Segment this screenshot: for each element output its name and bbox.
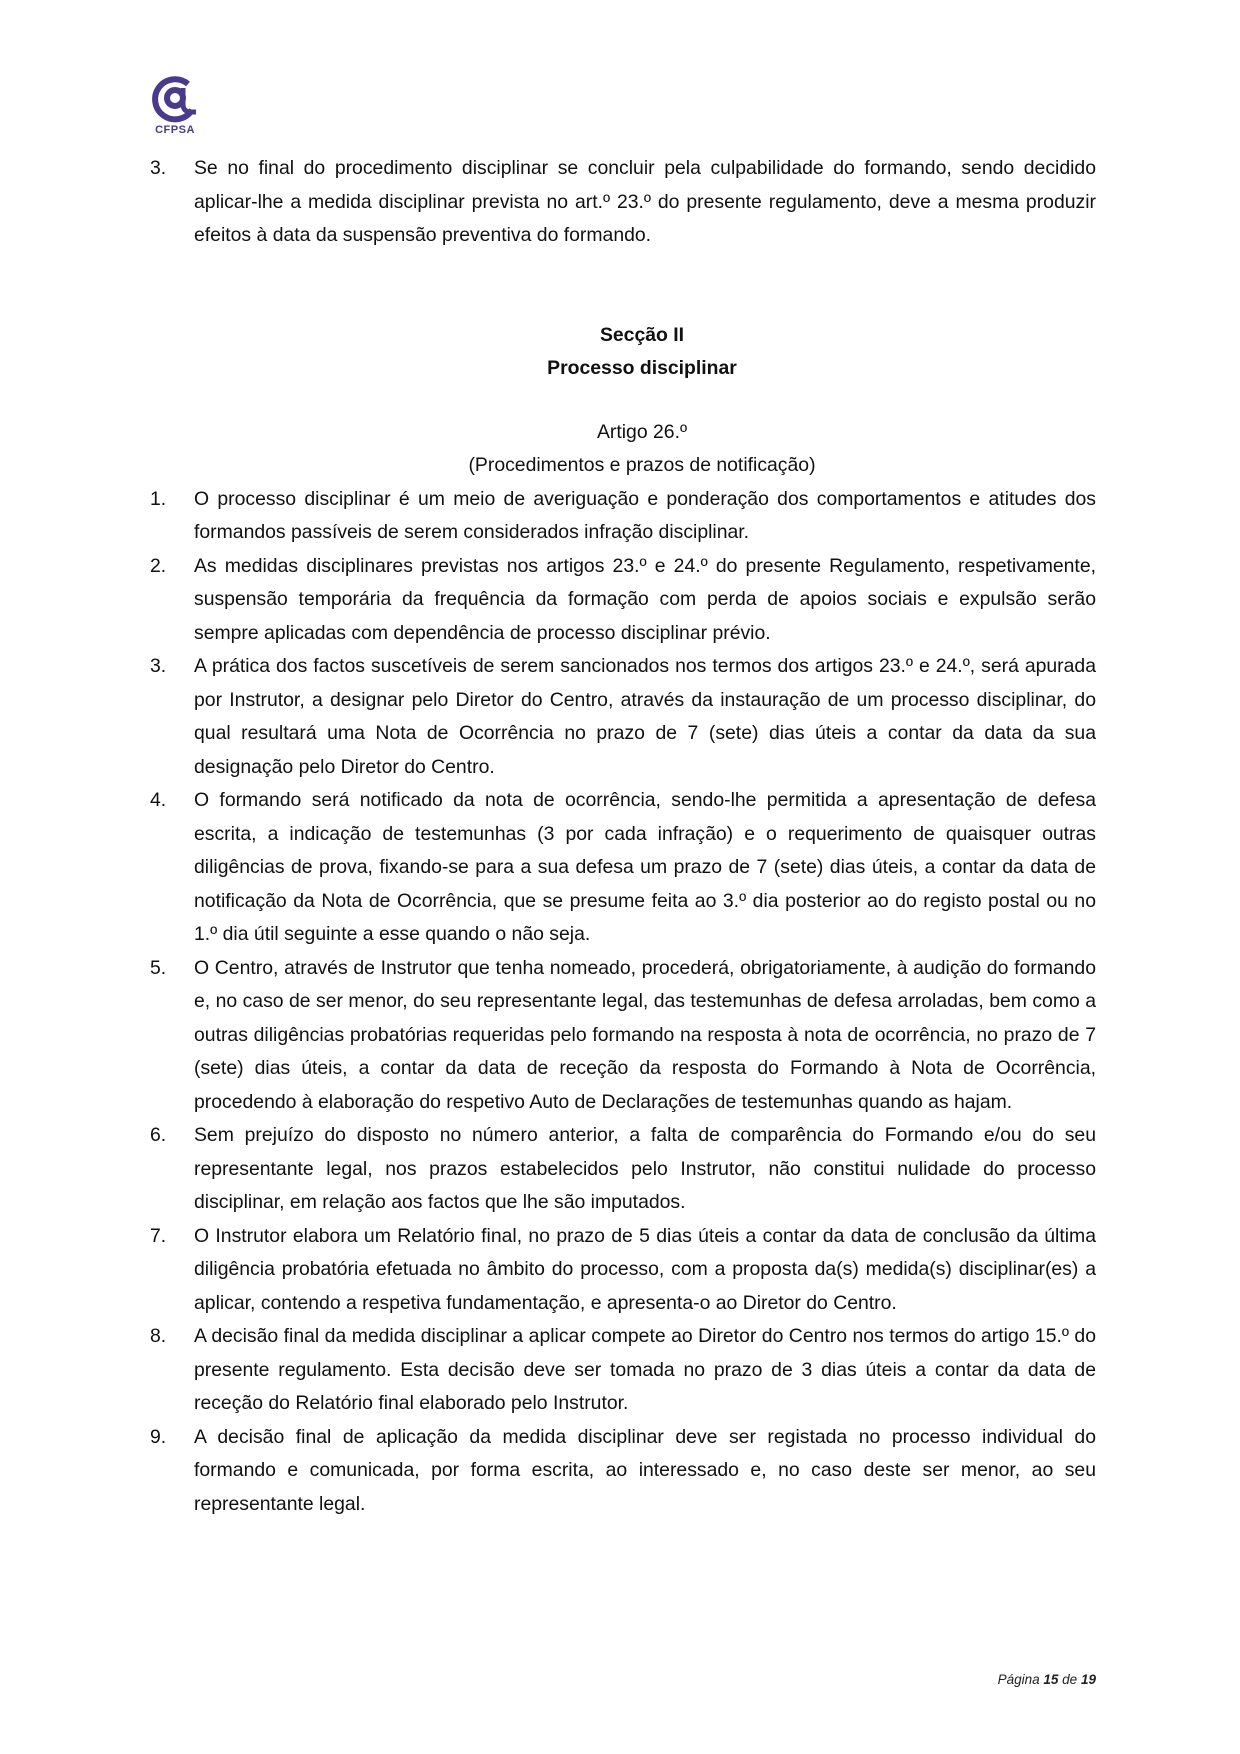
list-item-number: 4. bbox=[150, 789, 167, 811]
list-item-text: O Instrutor elabora um Relatório final, no prazo de 5 dias úteis a contar da data de conclusão da última diligência probatória efetuada no âmbito do processo, com a proposta da(s) medida(s) disciplinar(es) a aplicar, contendo a respetiva fundamentação, e apresenta-o ao Diretor do Centro. bbox=[194, 1224, 1096, 1314]
list-item-text: As medidas disciplinares previstas nos artigos 23.º e 24.º do presente Regulamento, respetivamente, suspensão temporária da frequência da formação com perda de apoios sociais e expulsão serão sempre aplicadas com dependência de processo disciplinar prévio. bbox=[194, 554, 1096, 644]
of-word: de bbox=[1062, 1672, 1078, 1687]
list-item-text: Sem prejuízo do disposto no número anterior, a falta de comparência do Formando e/ou do seu representante legal, nos prazos estabelecidos pelo Instrutor, não constitui nulidade do processo disciplinar, em relação aos factos que lhe são imputados. bbox=[194, 1124, 1096, 1213]
list-item-number: 3. bbox=[150, 157, 167, 179]
page-number-footer bbox=[998, 1672, 1096, 1687]
list-item-text: Se no final do procedimento disciplinar se concluir pela culpabilidade do formando, sendo decidido aplicar-lhe a medida disciplinar prevista no art.º 23.º do presente regulamento, deve a mesma produzir efeitos à data da suspensão preventiva do formando. bbox=[194, 157, 1096, 246]
list-item bbox=[150, 152, 1096, 253]
list-item-text: O Centro, através de Instrutor que tenha nomeado, procederá, obrigatoriamente, à audição do formando e, no caso de ser menor, do seu representante legal, das testemunhas de defesa arroladas, bem como a outras diligências probatórias requeridas pelo formando na resposta à nota de ocorrência, no prazo de 7 (sete) dias úteis, a contar da data de receção da resposta do Formando à Nota de Ocorrência, procedendo à elaboração do respetivo Auto de Declarações de testemunhas quando as hajam. bbox=[194, 956, 1096, 1113]
list-item-text: O processo disciplinar é um meio de averiguação e ponderação dos comportamentos e atitudes dos formandos passíveis de serem considerados infração disciplinar. bbox=[194, 487, 1096, 543]
list-item-text: A decisão final da medida disciplinar a aplicar compete ao Diretor do Centro nos termos do artigo 15.º do presente regulamento. Esta decisão deve ser tomada no prazo de 3 dias úteis a contar da data de receção do Relatório final elaborado pelo Instrutor. bbox=[194, 1325, 1096, 1414]
list-item bbox=[150, 1421, 1096, 1522]
list-item bbox=[150, 483, 1096, 550]
list-item-text: A prática dos factos suscetíveis de serem sancionados nos termos dos artigos 23.º e 24.º, será apurada por Instrutor, a designar pelo Diretor do Centro, através da instauração de um processo disciplinar, do qual resultará uma Nota de Ocorrência no prazo de 7 (sete) dias úteis a contar da data da sua designação pelo Diretor do Centro. bbox=[194, 655, 1096, 778]
section-label: Secção II bbox=[599, 323, 685, 346]
list-item bbox=[150, 1320, 1096, 1421]
list-item-number: 7. bbox=[150, 1224, 167, 1247]
document-body bbox=[150, 152, 1096, 1521]
list-item-text: A decisão final de aplicação da medida disciplinar deve ser registada no processo individual do formando e comunicada, por forma escrita, ao interessado e, no caso deste ser menor, ao seu representante legal. bbox=[194, 1425, 1096, 1515]
list-item bbox=[150, 1119, 1096, 1220]
list-item-text: O formando será notificado da nota de ocorrência, sendo-lhe permitida a apresentação de defesa escrita, a indicação de testemunhas (3 por cada infração) e o requerimento de quaisquer outras diligências de prova, fixando-se para a sua defesa um prazo de 7 (sete) dias úteis, a contar da data de notificação da Nota de Ocorrência, que se presume feita ao 3.º dia posterior ao do registo postal ou no 1.º dia útil seguinte a esse quando o não seja. bbox=[194, 789, 1096, 945]
list-item bbox=[150, 1220, 1096, 1321]
list-item-number: 2. bbox=[150, 554, 167, 577]
at-sign-logo-icon bbox=[148, 74, 200, 126]
list-item-number: 3. bbox=[150, 655, 167, 677]
article-label: Artigo 26.º bbox=[596, 420, 688, 443]
list-item-number: 9. bbox=[150, 1425, 167, 1448]
list-item bbox=[150, 784, 1096, 952]
list-item-number: 6. bbox=[150, 1124, 167, 1146]
list-item-number: 5. bbox=[150, 956, 167, 979]
list-item bbox=[150, 550, 1096, 651]
article-title: (Procedimentos e prazos de notificação) bbox=[468, 454, 816, 476]
page-word: Página bbox=[997, 1672, 1040, 1687]
section-title: Processo disciplinar bbox=[547, 357, 737, 379]
article-items bbox=[150, 483, 1096, 1522]
list-item-number: 8. bbox=[150, 1325, 167, 1347]
list-item bbox=[150, 952, 1096, 1120]
logo-text: CFPSA bbox=[155, 124, 195, 136]
list-item-number: 1. bbox=[150, 487, 167, 510]
page-total: 19 bbox=[1080, 1672, 1096, 1687]
list-item bbox=[150, 650, 1096, 784]
page-current: 15 bbox=[1043, 1672, 1059, 1687]
